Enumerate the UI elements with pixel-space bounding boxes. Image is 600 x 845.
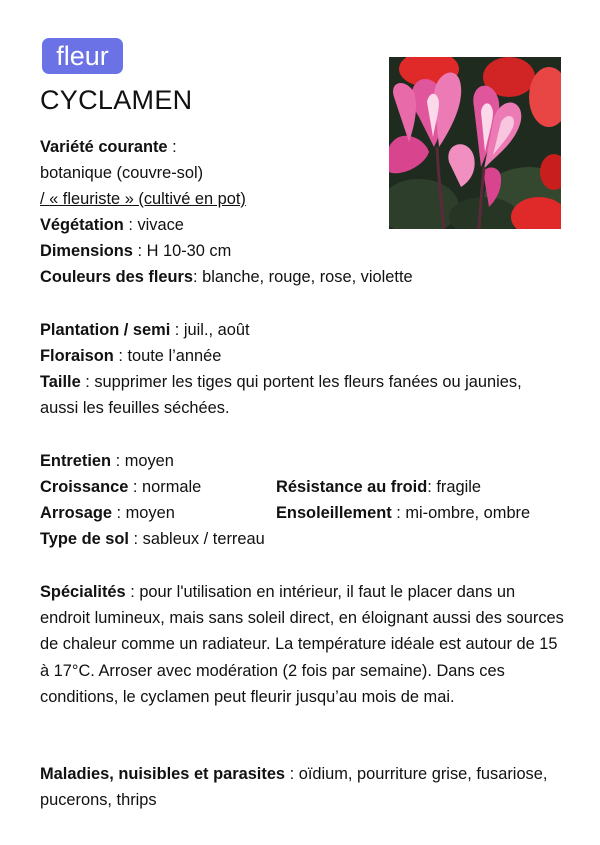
arrosage-label: Arrosage	[40, 504, 112, 522]
taille-value: : supprimer les tiges qui portent les fleurs fanées ou jaunies, aussi les feuilles séchées.	[40, 373, 522, 418]
plantation-row	[40, 320, 250, 340]
entretien-row	[40, 451, 174, 471]
vegetation-label: Végétation	[40, 216, 124, 234]
croissance-value: : normale	[128, 478, 202, 496]
croissance-label: Croissance	[40, 478, 129, 496]
dimensions-value: : H 10-30 cm	[132, 242, 232, 260]
sol-label: Type de sol	[40, 530, 129, 548]
arrosage-row	[40, 503, 175, 523]
resistance-value: : fragile	[427, 478, 481, 496]
entretien-label: Entretien	[40, 452, 112, 470]
variete-sep: :	[167, 138, 177, 156]
sol-value: : sableux / terreau	[128, 530, 265, 548]
cyclamen-flower-photo	[389, 57, 561, 229]
maladies-label: Maladies, nuisibles et parasites	[40, 765, 286, 783]
resistance-label: Résistance au froid	[276, 478, 428, 496]
variete-line-2	[40, 189, 246, 209]
entretien-value: : moyen	[111, 452, 174, 470]
dimensions-row	[40, 241, 231, 261]
taille-label: Taille	[40, 373, 81, 391]
couleurs-row	[40, 267, 413, 287]
maladies-paragraph	[40, 761, 565, 813]
sol-row	[40, 529, 265, 549]
plantation-value: : juil., août	[170, 321, 250, 339]
specialites-label: Spécialités	[40, 583, 126, 601]
maladies-value: : oïdium, pourriture grise, fusariose, pucerons, thrips	[40, 765, 548, 810]
variete-row	[40, 137, 177, 157]
floraison-value: : toute l’année	[113, 347, 222, 365]
taille-paragraph	[40, 369, 540, 421]
variete-line-2-prefix: /	[40, 190, 50, 208]
plantation-label: Plantation / semi	[40, 321, 171, 339]
arrosage-value: : moyen	[111, 504, 175, 522]
couleurs-label: Couleurs des fleurs	[40, 268, 194, 286]
resistance-row	[276, 477, 481, 497]
specialites-value: : pour l'utilisation en intérieur, il faut le placer dans un endroit lumineux, mais sans soleil direct, en éloignant aussi des sources de chaleur comme un radiateur. La température idéale est autour de 15 à 17°C. Arroser avec modération (2 fois par semaine). Dans ces conditions, le cyclamen peut fleurir jusqu’au mois de mai.	[40, 583, 564, 706]
category-badge: fleur	[42, 38, 123, 74]
photo-illustration	[389, 57, 561, 229]
croissance-row	[40, 477, 201, 497]
vegetation-row	[40, 215, 184, 235]
ensoleillement-label: Ensoleillement	[276, 504, 392, 522]
couleurs-value: : blanche, rouge, rose, violette	[193, 268, 413, 286]
variete-line-2-text: « fleuriste » (cultivé en pot)	[49, 190, 246, 208]
floraison-row	[40, 346, 221, 366]
specialites-paragraph	[40, 579, 565, 710]
ensoleillement-value: : mi-ombre, ombre	[391, 504, 531, 522]
variete-label: Variété courante	[40, 138, 168, 156]
page-title: CYCLAMEN	[40, 85, 193, 115]
floraison-label: Floraison	[40, 347, 114, 365]
vegetation-value: : vivace	[123, 216, 184, 234]
dimensions-label: Dimensions	[40, 242, 133, 260]
variete-line-1: botanique (couvre-sol)	[40, 164, 204, 182]
ensoleillement-row	[276, 503, 530, 523]
